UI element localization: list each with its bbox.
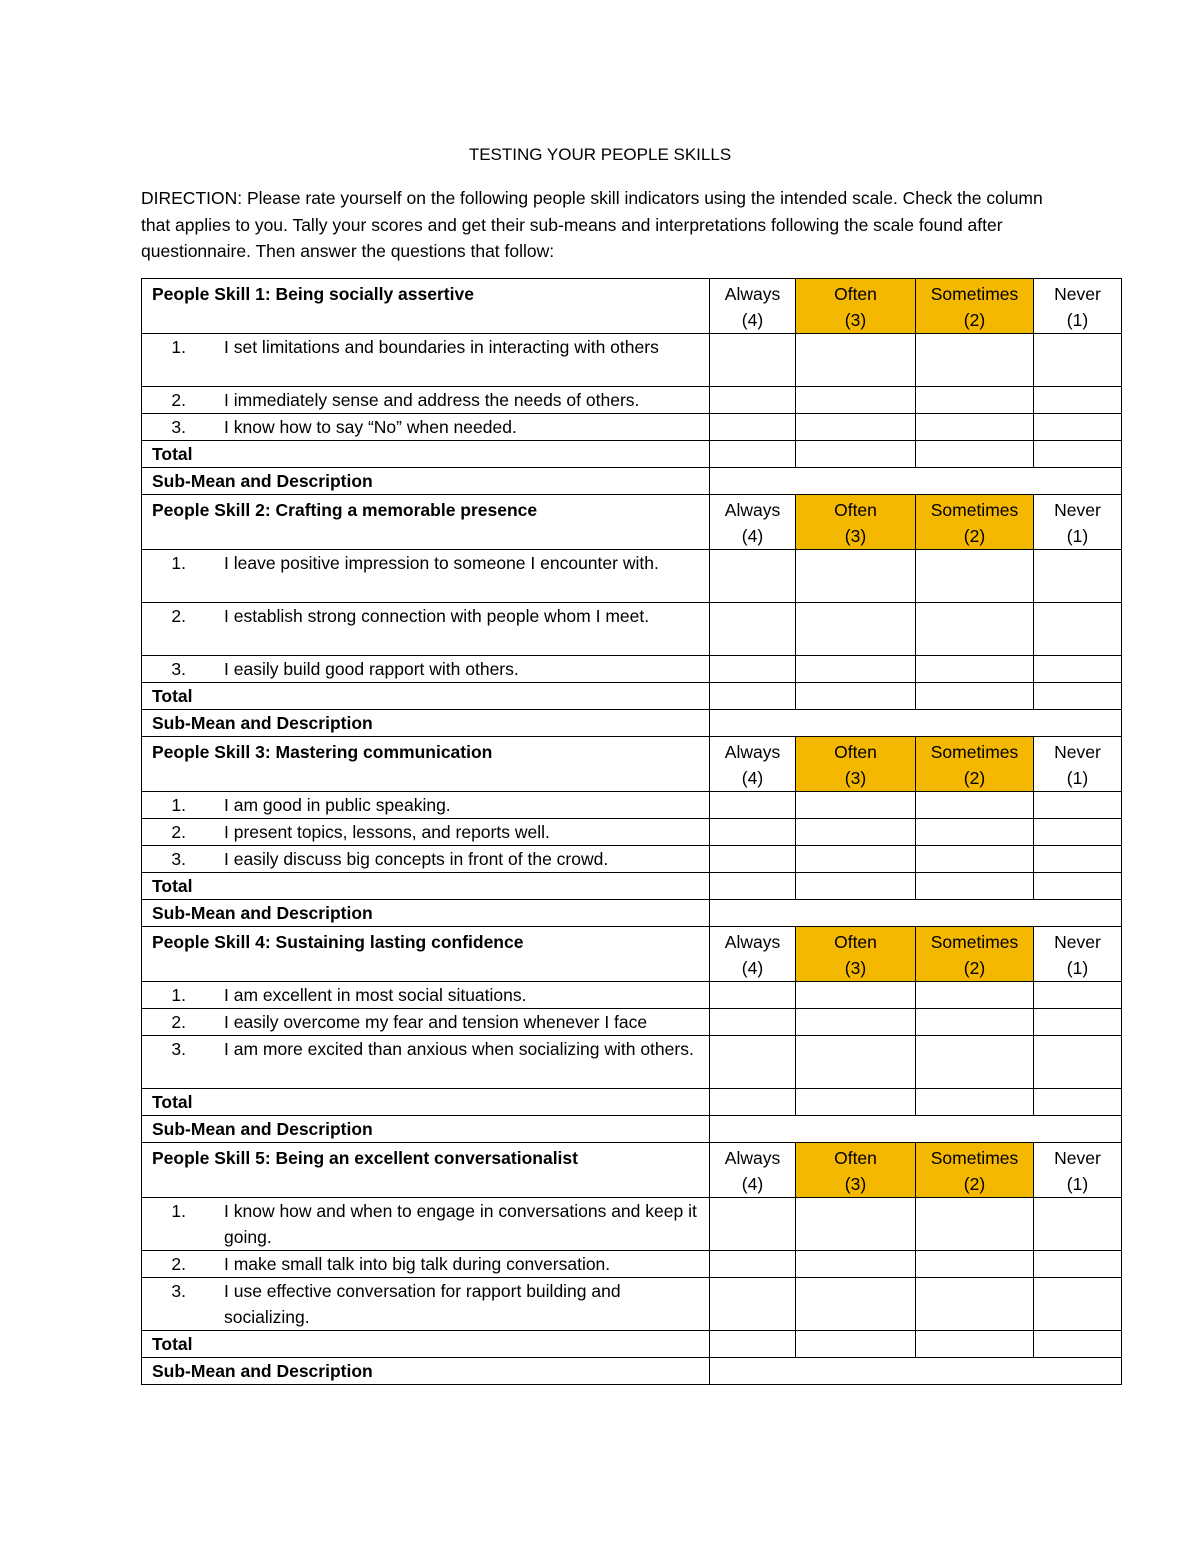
scale-header-sometimes [916, 927, 1034, 982]
scale-name: Sometimes [930, 500, 1019, 520]
scale-value: (1) [1066, 310, 1089, 330]
rating-cell-sometimes[interactable] [916, 1036, 1034, 1089]
submean-row [142, 1358, 1122, 1385]
indicator-text: I am excellent in most social situations. [224, 985, 527, 1005]
indicator-row [142, 846, 1122, 873]
indicator-text: I easily overcome my fear and tension whenever I face [224, 1012, 648, 1032]
rating-cell-sometimes[interactable] [916, 846, 1034, 873]
indicator-number: 2. [171, 1012, 186, 1032]
indicator-text: I easily discuss big concepts in front of the crowd. [224, 849, 609, 869]
indicator-row [142, 1036, 1122, 1089]
scale-name: Often [834, 1148, 877, 1168]
indicator-row [142, 1251, 1122, 1278]
scale-header-never [1034, 927, 1122, 982]
rating-cell-never[interactable] [1034, 1251, 1122, 1278]
indicator-row [142, 550, 1122, 603]
total-cell-never[interactable] [1034, 441, 1122, 468]
indicator-number: 1. [171, 795, 186, 815]
submean-label: Sub-Mean and Description [142, 468, 710, 495]
rating-cell-always[interactable] [710, 1036, 796, 1089]
total-cell-never[interactable] [1034, 1331, 1122, 1358]
rating-cell-sometimes[interactable] [916, 603, 1034, 656]
scale-name: Often [834, 742, 877, 762]
total-cell-never[interactable] [1034, 1089, 1122, 1116]
scale-header-always [710, 927, 796, 982]
indicator-text: I use effective conversation for rapport building and socializing. [224, 1281, 621, 1327]
scale-name: Sometimes [930, 284, 1019, 304]
scale-value: (1) [1066, 1174, 1089, 1194]
total-row [142, 873, 1122, 900]
scale-name: Never [1054, 742, 1101, 762]
indicator-cell [142, 819, 710, 846]
indicator-row [142, 334, 1122, 387]
rating-cell-sometimes[interactable] [916, 1198, 1034, 1251]
scale-header-sometimes [916, 1143, 1034, 1198]
indicator-text: I immediately sense and address the needs of others. [224, 390, 640, 410]
scale-value: (3) [844, 958, 867, 978]
rating-cell-often[interactable] [796, 1278, 916, 1331]
indicator-row [142, 656, 1122, 683]
rating-cell-always[interactable] [710, 1198, 796, 1251]
scale-name: Never [1054, 500, 1101, 520]
submean-value-cell[interactable] [710, 1358, 1122, 1385]
total-row [142, 1089, 1122, 1116]
indicator-cell [142, 1009, 710, 1036]
scale-name: Never [1054, 1148, 1101, 1168]
indicator-cell [142, 846, 710, 873]
scale-name: Often [834, 500, 877, 520]
scale-value: (1) [1066, 958, 1089, 978]
indicator-cell [142, 603, 710, 656]
indicator-row [142, 1198, 1122, 1251]
rating-cell-never[interactable] [1034, 414, 1122, 441]
rating-cell-often[interactable] [796, 846, 916, 873]
rating-cell-sometimes[interactable] [916, 334, 1034, 387]
scale-header-sometimes [916, 737, 1034, 792]
indicator-number: 1. [171, 337, 186, 357]
scale-name: Never [1054, 932, 1101, 952]
total-row [142, 1331, 1122, 1358]
scale-header-always [710, 1143, 796, 1198]
indicator-number: 2. [171, 1254, 186, 1274]
total-cell-often[interactable] [796, 873, 916, 900]
indicator-text: I set limitations and boundaries in interacting with others [224, 337, 659, 357]
scale-header-sometimes [916, 279, 1034, 334]
indicator-cell [142, 792, 710, 819]
rating-cell-always[interactable] [710, 656, 796, 683]
skill-title: People Skill 5: Being an excellent conversationalist [142, 1143, 710, 1198]
scale-header-often [796, 1143, 916, 1198]
indicator-number: 3. [171, 1281, 186, 1301]
total-label: Total [142, 873, 710, 900]
skill-header-row [142, 927, 1122, 982]
indicator-row [142, 387, 1122, 414]
indicator-number: 2. [171, 606, 186, 626]
rating-cell-often[interactable] [796, 550, 916, 603]
indicator-text: I am more excited than anxious when socializing with others. [224, 1039, 694, 1059]
submean-label: Sub-Mean and Description [142, 1358, 710, 1385]
indicator-row [142, 819, 1122, 846]
rating-cell-often[interactable] [796, 792, 916, 819]
scale-value: (2) [963, 310, 986, 330]
rating-cell-often[interactable] [796, 1198, 916, 1251]
indicator-text: I present topics, lessons, and reports well. [224, 822, 550, 842]
scale-name: Sometimes [930, 1148, 1019, 1168]
scale-name: Sometimes [930, 932, 1019, 952]
rating-cell-never[interactable] [1034, 819, 1122, 846]
scale-header-never [1034, 1143, 1122, 1198]
submean-row [142, 710, 1122, 737]
rating-cell-never[interactable] [1034, 1009, 1122, 1036]
direction-paragraph [141, 185, 1071, 265]
scale-value: (3) [844, 768, 867, 788]
total-row [142, 683, 1122, 710]
indicator-row [142, 414, 1122, 441]
rating-cell-never[interactable] [1034, 550, 1122, 603]
indicator-cell [142, 1198, 710, 1251]
indicator-cell [142, 1251, 710, 1278]
skill-title: People Skill 2: Crafting a memorable presence [142, 495, 710, 550]
scale-header-always [710, 279, 796, 334]
total-cell-never[interactable] [1034, 873, 1122, 900]
scale-value: (4) [741, 1174, 764, 1194]
total-cell-sometimes[interactable] [916, 873, 1034, 900]
people-skills-table [141, 278, 1122, 1385]
rating-cell-often[interactable] [796, 603, 916, 656]
rating-cell-often[interactable] [796, 1009, 916, 1036]
total-cell-never[interactable] [1034, 683, 1122, 710]
scale-name: Always [724, 932, 781, 952]
scale-value: (2) [963, 958, 986, 978]
rating-cell-sometimes[interactable] [916, 792, 1034, 819]
indicator-number: 3. [171, 849, 186, 869]
total-cell-always[interactable] [710, 441, 796, 468]
rating-cell-always[interactable] [710, 792, 796, 819]
indicator-number: 1. [171, 1201, 186, 1221]
indicator-cell [142, 334, 710, 387]
scale-name: Always [724, 742, 781, 762]
total-cell-sometimes[interactable] [916, 683, 1034, 710]
scale-name: Sometimes [930, 742, 1019, 762]
rating-cell-always[interactable] [710, 1009, 796, 1036]
skill-title: People Skill 3: Mastering communication [142, 737, 710, 792]
rating-cell-never[interactable] [1034, 334, 1122, 387]
submean-value-cell[interactable] [710, 468, 1122, 495]
total-cell-often[interactable] [796, 1089, 916, 1116]
rating-cell-always[interactable] [710, 550, 796, 603]
scale-header-often [796, 279, 916, 334]
rating-cell-often[interactable] [796, 1036, 916, 1089]
indicator-text: I establish strong connection with people whom I meet. [224, 606, 650, 626]
rating-cell-never[interactable] [1034, 982, 1122, 1009]
rating-cell-sometimes[interactable] [916, 1278, 1034, 1331]
rating-cell-always[interactable] [710, 387, 796, 414]
submean-label: Sub-Mean and Description [142, 900, 710, 927]
page-title: TESTING YOUR PEOPLE SKILLS [468, 145, 732, 164]
total-cell-sometimes[interactable] [916, 441, 1034, 468]
total-cell-always[interactable] [710, 1089, 796, 1116]
submean-label: Sub-Mean and Description [142, 710, 710, 737]
scale-header-often [796, 737, 916, 792]
indicator-text: I know how and when to engage in conversations and keep it going. [224, 1201, 697, 1247]
rating-cell-never[interactable] [1034, 656, 1122, 683]
indicator-row [142, 792, 1122, 819]
scale-value: (4) [741, 310, 764, 330]
total-cell-sometimes[interactable] [916, 1089, 1034, 1116]
rating-cell-sometimes[interactable] [916, 656, 1034, 683]
rating-cell-always[interactable] [710, 414, 796, 441]
rating-cell-sometimes[interactable] [916, 550, 1034, 603]
scale-value: (3) [844, 310, 867, 330]
direction-text: Please rate yourself on the following people skill indicators using the intended scale. Check the column that applies to you. Tally your scores and get their sub-means and interpretations following the scale found after questionnaire. Then answer the questions that follow: [141, 188, 1043, 261]
skill-header-row [142, 1143, 1122, 1198]
indicator-number: 3. [171, 1039, 186, 1059]
rating-cell-sometimes[interactable] [916, 414, 1034, 441]
skill-header-row [142, 279, 1122, 334]
scale-name: Often [834, 284, 877, 304]
scale-header-never [1034, 279, 1122, 334]
rating-cell-never[interactable] [1034, 1198, 1122, 1251]
indicator-text: I leave positive impression to someone I encounter with. [224, 553, 659, 573]
indicator-text: I make small talk into big talk during conversation. [224, 1254, 611, 1274]
scale-name: Often [834, 932, 877, 952]
total-cell-always[interactable] [710, 873, 796, 900]
scale-value: (2) [963, 526, 986, 546]
rating-cell-always[interactable] [710, 1251, 796, 1278]
rating-cell-sometimes[interactable] [916, 387, 1034, 414]
scale-value: (4) [741, 958, 764, 978]
total-cell-always[interactable] [710, 683, 796, 710]
skill-header-row [142, 495, 1122, 550]
indicator-cell [142, 1036, 710, 1089]
scale-header-often [796, 495, 916, 550]
scale-header-often [796, 927, 916, 982]
rating-cell-sometimes[interactable] [916, 1251, 1034, 1278]
rating-cell-often[interactable] [796, 819, 916, 846]
submean-value-cell[interactable] [710, 710, 1122, 737]
indicator-row [142, 1009, 1122, 1036]
rating-cell-sometimes[interactable] [916, 819, 1034, 846]
indicator-number: 3. [171, 417, 186, 437]
direction-label: DIRECTION: [141, 188, 243, 208]
rating-cell-often[interactable] [796, 1251, 916, 1278]
indicator-cell [142, 982, 710, 1009]
total-label: Total [142, 683, 710, 710]
scale-header-never [1034, 737, 1122, 792]
indicator-row [142, 603, 1122, 656]
scale-header-sometimes [916, 495, 1034, 550]
scale-value: (1) [1066, 526, 1089, 546]
rating-cell-often[interactable] [796, 414, 916, 441]
scale-value: (2) [963, 1174, 986, 1194]
rating-cell-often[interactable] [796, 656, 916, 683]
scale-header-never [1034, 495, 1122, 550]
rating-cell-always[interactable] [710, 334, 796, 387]
rating-cell-never[interactable] [1034, 1036, 1122, 1089]
scale-value: (2) [963, 768, 986, 788]
scale-name: Always [724, 1148, 781, 1168]
submean-value-cell[interactable] [710, 1116, 1122, 1143]
total-cell-often[interactable] [796, 1331, 916, 1358]
indicator-text: I am good in public speaking. [224, 795, 451, 815]
scale-name: Never [1054, 284, 1101, 304]
indicator-number: 2. [171, 390, 186, 410]
total-cell-often[interactable] [796, 683, 916, 710]
rating-cell-never[interactable] [1034, 387, 1122, 414]
rating-cell-sometimes[interactable] [916, 982, 1034, 1009]
rating-cell-always[interactable] [710, 819, 796, 846]
scale-value: (4) [741, 526, 764, 546]
indicator-text: I know how to say “No” when needed. [224, 417, 517, 437]
submean-label: Sub-Mean and Description [142, 1116, 710, 1143]
scale-value: (1) [1066, 768, 1089, 788]
rating-cell-always[interactable] [710, 846, 796, 873]
scale-header-always [710, 495, 796, 550]
scale-name: Always [724, 500, 781, 520]
scale-value: (3) [844, 1174, 867, 1194]
skill-header-row [142, 737, 1122, 792]
total-label: Total [142, 441, 710, 468]
scale-value: (3) [844, 526, 867, 546]
rating-cell-always[interactable] [710, 982, 796, 1009]
total-cell-often[interactable] [796, 441, 916, 468]
scale-value: (4) [741, 768, 764, 788]
rating-cell-never[interactable] [1034, 792, 1122, 819]
rating-cell-often[interactable] [796, 387, 916, 414]
scale-header-always [710, 737, 796, 792]
indicator-number: 1. [171, 553, 186, 573]
submean-row [142, 1116, 1122, 1143]
indicator-row [142, 982, 1122, 1009]
submean-value-cell[interactable] [710, 900, 1122, 927]
total-label: Total [142, 1331, 710, 1358]
indicator-text: I easily build good rapport with others. [224, 659, 519, 679]
rating-cell-sometimes[interactable] [916, 1009, 1034, 1036]
indicator-cell [142, 414, 710, 441]
indicator-number: 3. [171, 659, 186, 679]
skill-title: People Skill 1: Being socially assertive [142, 279, 710, 334]
rating-cell-never[interactable] [1034, 846, 1122, 873]
rating-cell-often[interactable] [796, 982, 916, 1009]
rating-cell-never[interactable] [1034, 1278, 1122, 1331]
submean-row [142, 468, 1122, 495]
total-row [142, 441, 1122, 468]
indicator-number: 1. [171, 985, 186, 1005]
submean-row [142, 900, 1122, 927]
indicator-cell [142, 387, 710, 414]
indicator-cell [142, 550, 710, 603]
total-label: Total [142, 1089, 710, 1116]
indicator-row [142, 1278, 1122, 1331]
skill-title: People Skill 4: Sustaining lasting confidence [142, 927, 710, 982]
indicator-cell [142, 1278, 710, 1331]
total-cell-sometimes[interactable] [916, 1331, 1034, 1358]
total-cell-always[interactable] [710, 1331, 796, 1358]
rating-cell-always[interactable] [710, 603, 796, 656]
rating-cell-never[interactable] [1034, 603, 1122, 656]
rating-cell-often[interactable] [796, 334, 916, 387]
indicator-cell [142, 656, 710, 683]
rating-cell-always[interactable] [710, 1278, 796, 1331]
scale-name: Always [724, 284, 781, 304]
indicator-number: 2. [171, 822, 186, 842]
